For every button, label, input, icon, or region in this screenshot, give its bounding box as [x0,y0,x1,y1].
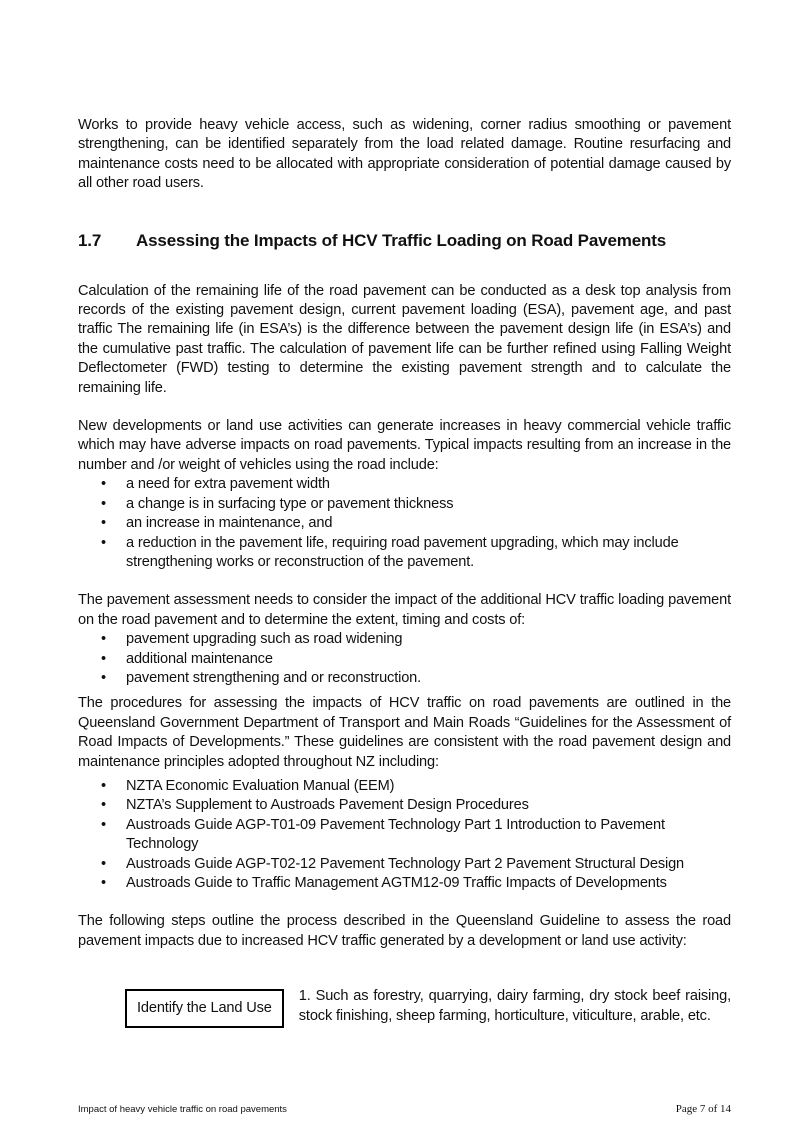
flowchart-step-note: 1. Such as forestry, quarrying, dairy farming, dry stock beef raising, stock finishing, sheep farming, horticulture, viticulture, arable, etc. [298,988,731,1024]
page-footer [78,1103,731,1115]
list-item: • a change is in surfacing type or pavement thickness [78,495,731,514]
bullet-icon: • [101,515,106,532]
list-item: • additional maintenance [78,650,731,669]
list-item: • an increase in maintenance, and [78,514,731,533]
section-title: Assessing the Impacts of HCV Traffic Loading on Road Pavements [136,230,667,250]
list-item: • pavement strengthening and or reconstruction. [78,669,731,688]
list-item: • Austroads Guide to Traffic Management AGTM12-09 Traffic Impacts of Developments [78,874,731,893]
guidelines-list [78,777,731,893]
paragraph-following-steps: The following steps outline the process described in the Queensland Guideline to assess the road pavement impacts due to increased HCV traffic generated by a development or land use activity: [78,913,731,949]
bullet-icon: • [101,777,106,794]
list-item: • pavement upgrading such as road widening [78,630,731,649]
footer-page-number: Page 7 of 14 [675,1103,731,1115]
bullet-icon: • [101,855,106,872]
bullet-icon: • [101,476,106,493]
list-item: • Austroads Guide AGP-T01-09 Pavement Technology Part 1 Introduction to Pavement Technology [101,816,665,853]
paragraph-procedures: The procedures for assessing the impacts of HCV traffic on road pavements are outlined in the Queensland Government Department of Transport and Main Roads “Guidelines for the Assessment of Road Impacts of Developments.” These guidelines are consistent with the road pavement design and maintenance principles adopted throughout NZ including: [78,695,731,770]
bullet-icon: • [101,669,106,686]
bullet-icon: • [101,534,106,551]
list-item: • NZTA’s Supplement to Austroads Pavement Design Procedures [78,796,731,815]
list-item: • NZTA Economic Evaluation Manual (EEM) [78,777,731,796]
list-item: • Austroads Guide AGP-T02-12 Pavement Technology Part 2 Pavement Structural Design [78,855,731,874]
list-item: • a need for extra pavement width [78,475,731,494]
bullet-icon: • [101,631,106,648]
bullet-icon: • [101,875,106,891]
flowchart-step-box: Identify the Land Use [125,989,284,1028]
document-body [78,116,731,1028]
section-heading [78,230,731,252]
footer-document-title: Impact of heavy vehicle traffic on road pavements [78,1104,287,1115]
flowchart-step-row [125,987,731,1028]
section-number: 1.7 [78,230,102,250]
bullet-icon: • [101,797,106,814]
costs-list [78,630,731,688]
bullet-icon: • [101,650,106,667]
bullet-icon: • [101,495,106,512]
bullet-icon: • [101,816,106,833]
paragraph-new-developments: New developments or land use activities can generate increases in heavy commercial vehicle traffic which may have adverse impacts on road pavements. Typical impacts resulting from an increase in the number and /or weight of vehicles using the road include: [78,418,731,473]
impacts-list [78,475,731,572]
intro-paragraph: Works to provide heavy vehicle access, such as widening, corner radius smoothing or pavement strengthening, can be identified separately from the load related damage. Routine resurfacing and maintenance costs need to be allocated with appropriate consideration of potential damage caused by all other road users. [78,117,731,192]
list-item: • a reduction in the pavement life, requiring road pavement upgrading, which may include strengthening works or reconstruction of the pavement. [101,534,679,570]
paragraph-pavement-assessment: The pavement assessment needs to consider the impact of the additional HCV traffic loading pavement on the road pavement and to determine the extent, timing and costs of: [78,592,731,628]
paragraph-remaining-life: Calculation of the remaining life of the road pavement can be conducted as a desk top analysis from records of the existing pavement design, current pavement loading (ESA), pavement age, and past traffic The remaining life (in ESA’s) is the difference between the pavement design life (in ESA’s) and the cumulative past traffic. The calculation of pavement life can be further refined using Falling Weight Deflectometer (FWD) testing to determine the existing pavement strength and to calculate the remaining life. [78,282,731,396]
